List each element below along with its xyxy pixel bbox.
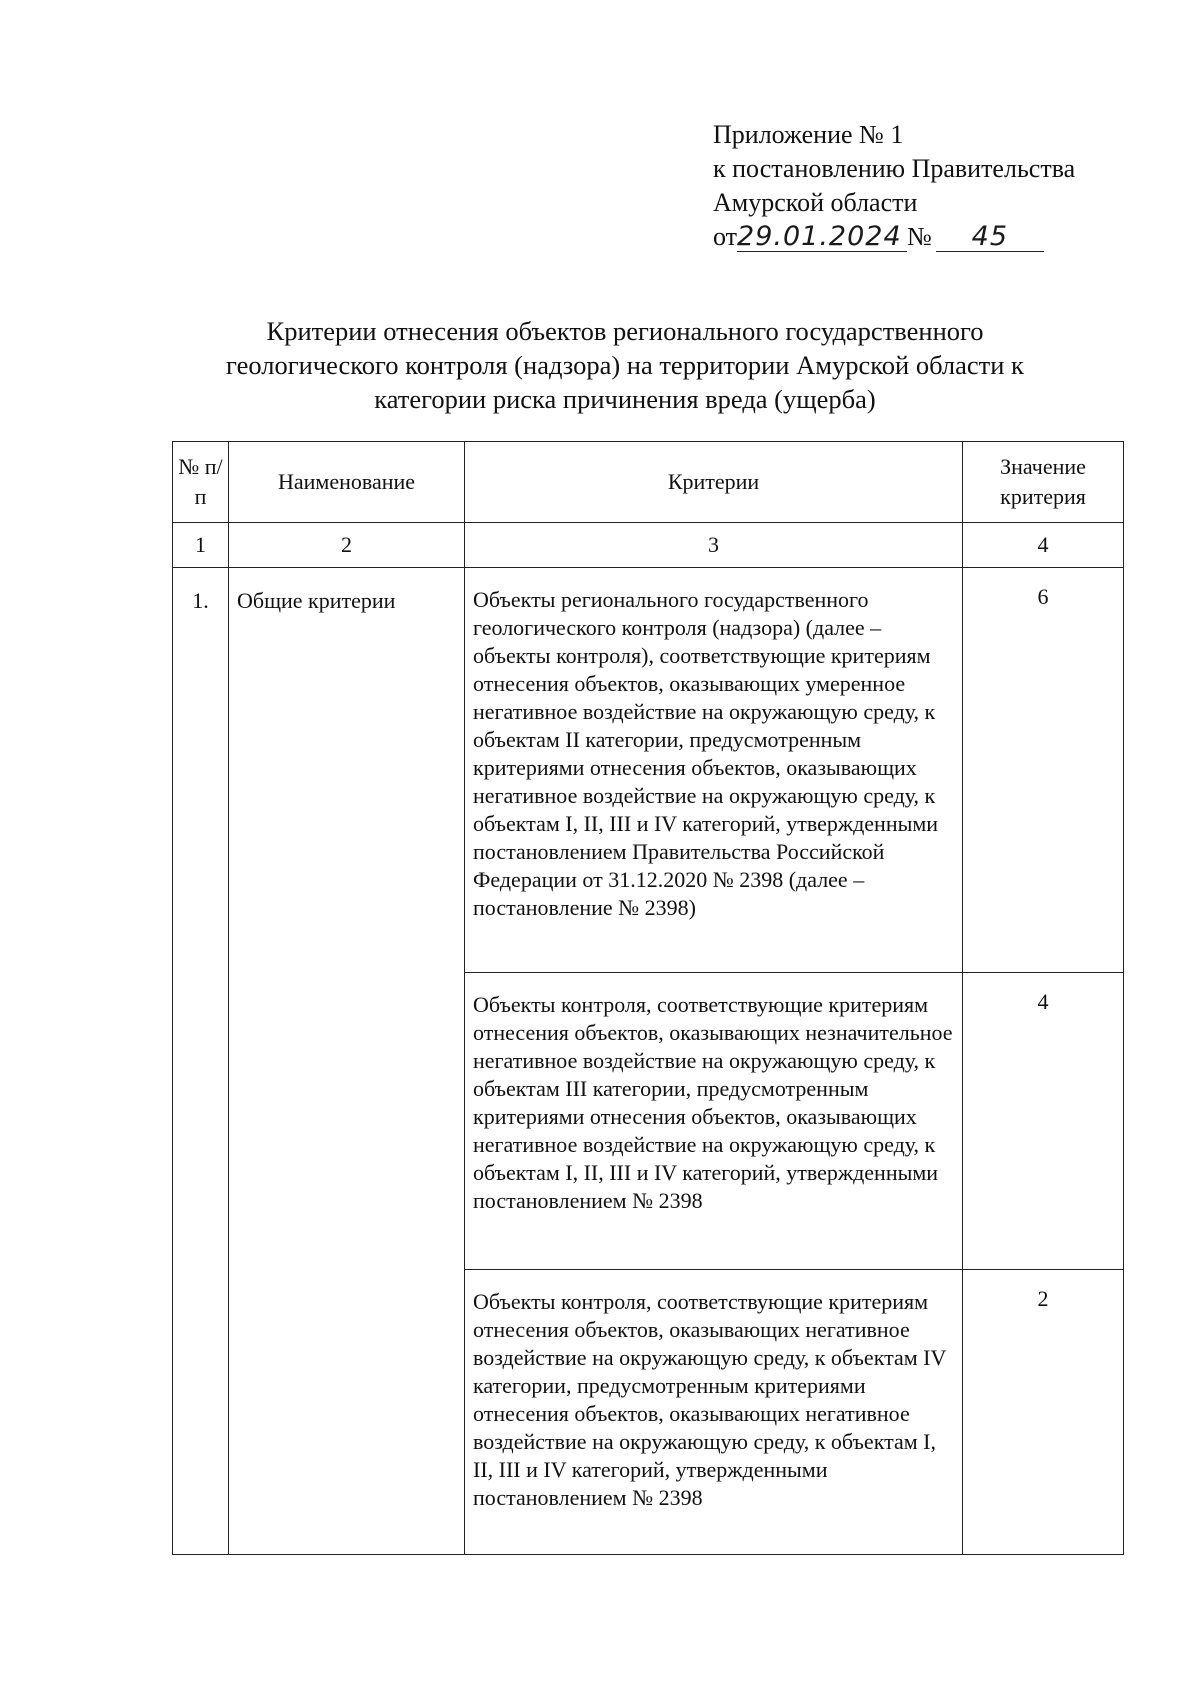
- document-title: [160, 314, 1090, 416]
- row-number: 1.: [173, 568, 229, 1555]
- appendix-decree-line: к постановлению Правительства: [713, 154, 1076, 183]
- criteria-cell: Объекты контроля, соответствующие критериям отнесения объектов, оказывающих незначительное негативное воздействие на окружающую среду, к объектам III категории, предусмотренным критериями отнесения объектов, оказывающих негативное воздействие на окружающую среду, к объектам I, II, III и IV категорий, утвержденными постановлением № 2398: [465, 973, 963, 1270]
- title-line-3: категории риска причинения вреда (ущерба): [374, 384, 876, 414]
- criteria-table: [172, 441, 1124, 1555]
- handwritten-date: 29.01.2024: [737, 223, 907, 252]
- appendix-title: Приложение № 1: [713, 120, 904, 149]
- handwritten-number: 45: [936, 223, 1044, 252]
- from-label: от: [713, 222, 738, 251]
- table-header-row: [173, 442, 1124, 523]
- criteria-table-wrapper: [172, 441, 1123, 1555]
- number-label: №: [907, 222, 932, 251]
- appendix-date-line: [713, 220, 1075, 254]
- value-cell: 4: [963, 973, 1124, 1270]
- value-cell: 2: [963, 1270, 1124, 1555]
- row-name: Общие критерии: [229, 568, 465, 1555]
- criteria-cell: Объекты регионального государственного геологического контроля (надзора) (далее – объекты контроля), соответствующие критериям отнесения объектов, оказывающих умеренное негативное воздействие на окружающую среду, к объектам II категории, предусмотренным критериями отнесения объектов, оказывающих негативное воздействие на окружающую среду, к объектам I, II, III и IV категорий, утвержденными постановлением Правительства Российской Федерации от 31.12.2020 № 2398 (далее – постановление № 2398): [465, 568, 963, 973]
- column-number-row: [173, 523, 1124, 568]
- title-line-1: Критерии отнесения объектов регионального государственного: [266, 316, 984, 346]
- column-number: 2: [229, 523, 465, 568]
- header-name: Наименование: [229, 442, 465, 523]
- table-row: [173, 568, 1124, 973]
- header-value: Значение критерия: [963, 442, 1124, 523]
- header-criteria: Критерии: [465, 442, 963, 523]
- value-cell: 6: [963, 568, 1124, 973]
- criteria-cell: Объекты контроля, соответствующие критериям отнесения объектов, оказывающих негативное воздействие на окружающую среду, к объектам IV категории, предусмотренным критериями отнесения объектов, оказывающих негативное воздействие на окружающую среду, к объектам I, II, III и IV категорий, утвержденными постановлением № 2398: [465, 1270, 963, 1555]
- title-line-2: геологического контроля (надзора) на территории Амурской области к: [226, 350, 1024, 380]
- column-number: 4: [963, 523, 1124, 568]
- appendix-header: [713, 118, 1075, 254]
- column-number: 3: [465, 523, 963, 568]
- header-num: № п/п: [173, 442, 229, 523]
- appendix-region-line: Амурской области: [713, 188, 918, 217]
- column-number: 1: [173, 523, 229, 568]
